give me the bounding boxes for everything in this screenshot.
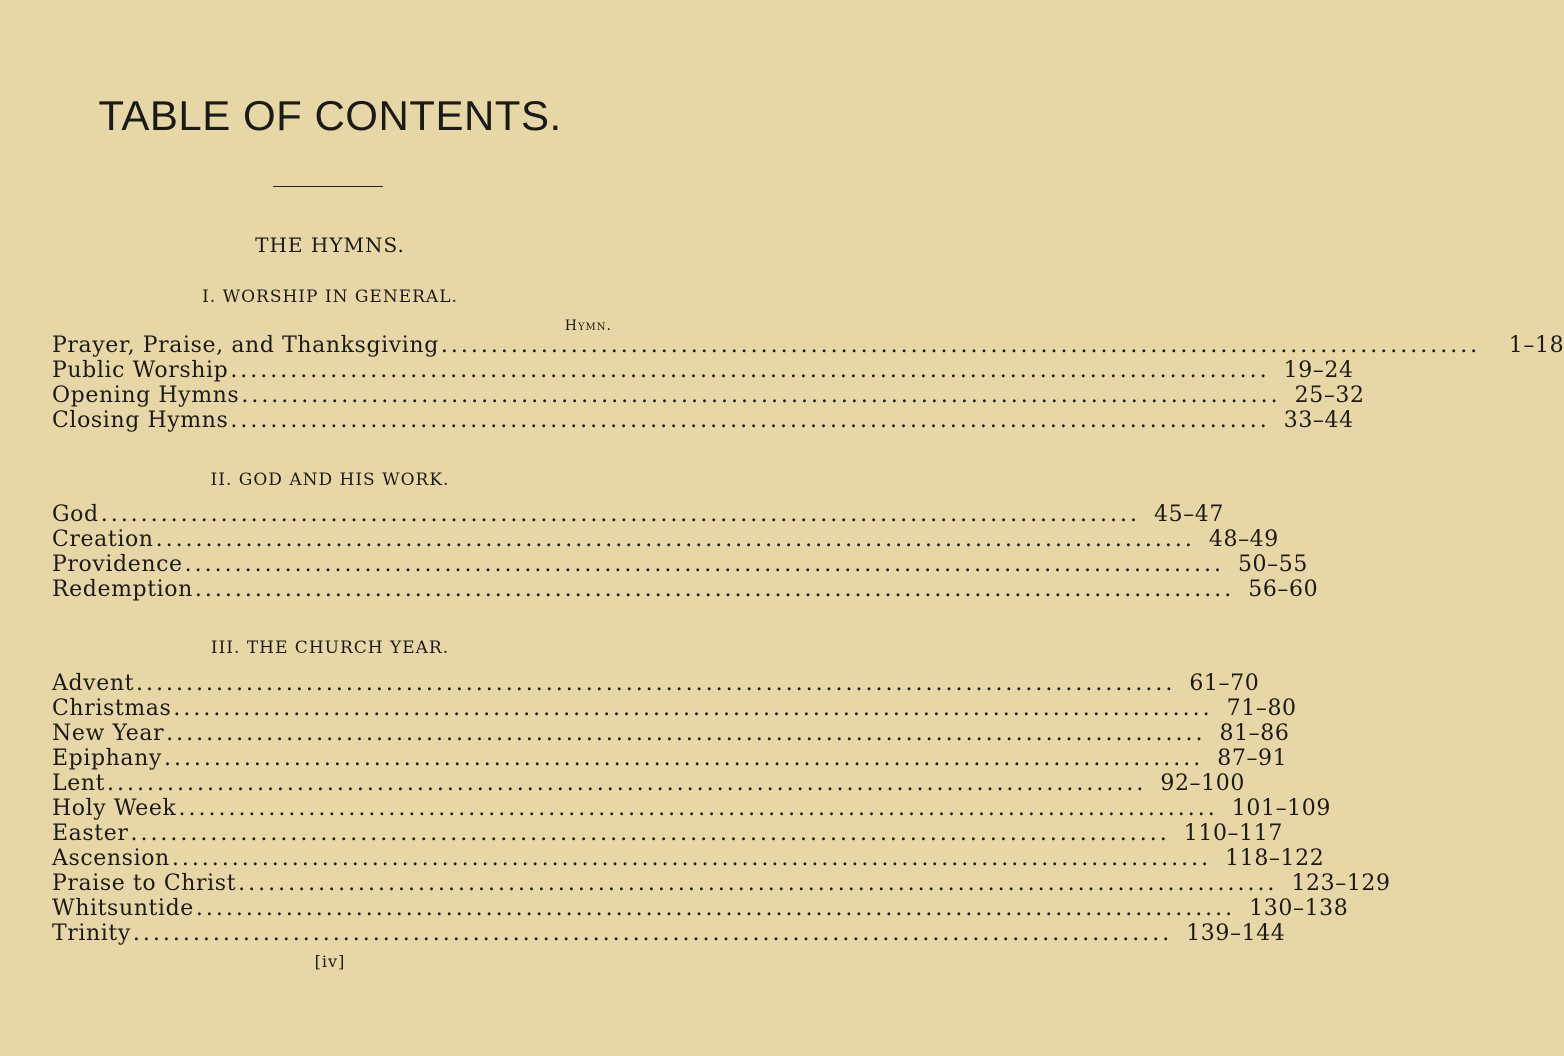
entry-label: Redemption: [52, 577, 193, 602]
hymn-range: 130–138: [1249, 896, 1349, 921]
dot-leader: ........................................................................................................: [171, 846, 1212, 871]
hymn-range: 71–80: [1226, 696, 1297, 721]
dot-leader: ........................................................................................................: [238, 871, 1278, 896]
dot-leader: ........................................................................................................: [173, 696, 1213, 721]
toc-entry: [52, 577, 1319, 602]
hymn-range: 87–91: [1217, 746, 1288, 771]
entry-label: Creation: [52, 527, 154, 552]
dot-leader: ........................................................................................................: [194, 577, 1235, 602]
hymn-range: 33–44: [1283, 408, 1354, 433]
section-entries-god: [52, 502, 1319, 602]
hymn-range: 101–109: [1231, 796, 1331, 821]
hymn-range: 118–122: [1225, 846, 1325, 871]
dot-leader: ........................................................................................................: [155, 527, 1195, 552]
toc-entry: [52, 383, 1365, 408]
title-rule: [273, 186, 383, 187]
entry-label: Easter: [52, 821, 129, 846]
toc-entry: [52, 796, 1331, 821]
toc-entry: [52, 896, 1349, 921]
dot-leader: ........................................................................................................: [107, 771, 1147, 796]
toc-entry: [52, 721, 1290, 746]
entry-label: God: [52, 502, 99, 527]
toc-entry: [52, 746, 1288, 771]
entry-label: New Year: [52, 721, 165, 746]
section-entries-church-year: [52, 671, 1391, 946]
toc-entry: [52, 502, 1224, 527]
entry-label: Christmas: [52, 696, 172, 721]
hymn-range: 92–100: [1160, 771, 1245, 796]
toc-entry: [52, 552, 1308, 577]
hymn-range: 48–49: [1208, 527, 1279, 552]
entry-label: Closing Hymns: [52, 408, 229, 433]
toc-entry: [52, 408, 1354, 433]
toc-entry: [52, 821, 1283, 846]
section-heading-god: II. GOD AND HIS WORK.: [210, 470, 450, 490]
section-heading-worship: I. WORSHIP IN GENERAL.: [202, 287, 458, 307]
toc-entry: [52, 333, 1564, 358]
entry-label: Providence: [52, 552, 183, 577]
dot-leader: ........................................................................................................: [100, 502, 1140, 527]
dot-leader: ........................................................................................................: [230, 358, 1270, 383]
hymn-range: 25–32: [1294, 383, 1365, 408]
entry-label: Public Worship: [52, 358, 229, 383]
toc-entry: [52, 527, 1279, 552]
entry-label: Opening Hymns: [52, 383, 240, 408]
dot-leader: ........................................................................................................: [132, 921, 1173, 946]
entry-label: Lent: [52, 771, 106, 796]
entry-label: Prayer, Praise, and Thanksgiving: [52, 333, 439, 358]
dot-leader: ........................................................................................................: [166, 721, 1206, 746]
toc-entry: [52, 671, 1260, 696]
part-title: THE HYMNS.: [255, 233, 405, 257]
toc-entry: [52, 771, 1245, 796]
hymn-range: 139–144: [1186, 921, 1286, 946]
hymn-range: 56–60: [1248, 577, 1319, 602]
entry-label: Praise to Christ: [52, 871, 237, 896]
toc-entry: [52, 921, 1286, 946]
dot-leader: ........................................................................................................: [178, 796, 1218, 821]
entry-label: Advent: [52, 671, 135, 696]
entry-label: Whitsuntide: [52, 896, 194, 921]
toc-entry: [52, 358, 1354, 383]
dot-leader: ........................................................................................................: [195, 896, 1236, 921]
hymn-range: 123–129: [1291, 871, 1391, 896]
dot-leader: ........................................................................................................: [136, 671, 1176, 696]
hymn-range: 110–117: [1183, 821, 1283, 846]
dot-leader: ........................................................................................................: [130, 821, 1170, 846]
hymn-range: 50–55: [1237, 552, 1308, 577]
hymn-range: 81–86: [1219, 721, 1290, 746]
hymn-range: 45–47: [1154, 502, 1224, 527]
section-heading-church-year: III. THE CHURCH YEAR.: [210, 638, 450, 658]
toc-entry: [52, 696, 1297, 721]
hymn-range: 19–24: [1283, 358, 1354, 383]
entry-label: Epiphany: [52, 746, 162, 771]
hymn-range: 61–70: [1189, 671, 1260, 696]
entry-label: Ascension: [52, 846, 170, 871]
dot-leader: ........................................................................................................: [241, 383, 1281, 408]
page-title: TABLE OF CONTENTS.: [98, 92, 562, 139]
toc-entry: [52, 871, 1391, 896]
dot-leader: ........................................................................................................: [184, 552, 1224, 577]
dot-leader: ........................................................................................................: [230, 408, 1270, 433]
entry-label: Trinity: [52, 921, 131, 946]
column-header-hymn: Hymn.: [564, 318, 612, 334]
entry-label: Holy Week: [52, 796, 177, 821]
hymn-range: 1–18: [1508, 333, 1564, 358]
dot-leader: ........................................................................................................: [440, 333, 1481, 358]
section-entries-worship: [52, 333, 1564, 433]
page-number: [iv]: [314, 952, 346, 971]
dot-leader: ........................................................................................................: [163, 746, 1204, 771]
toc-entry: [52, 846, 1325, 871]
